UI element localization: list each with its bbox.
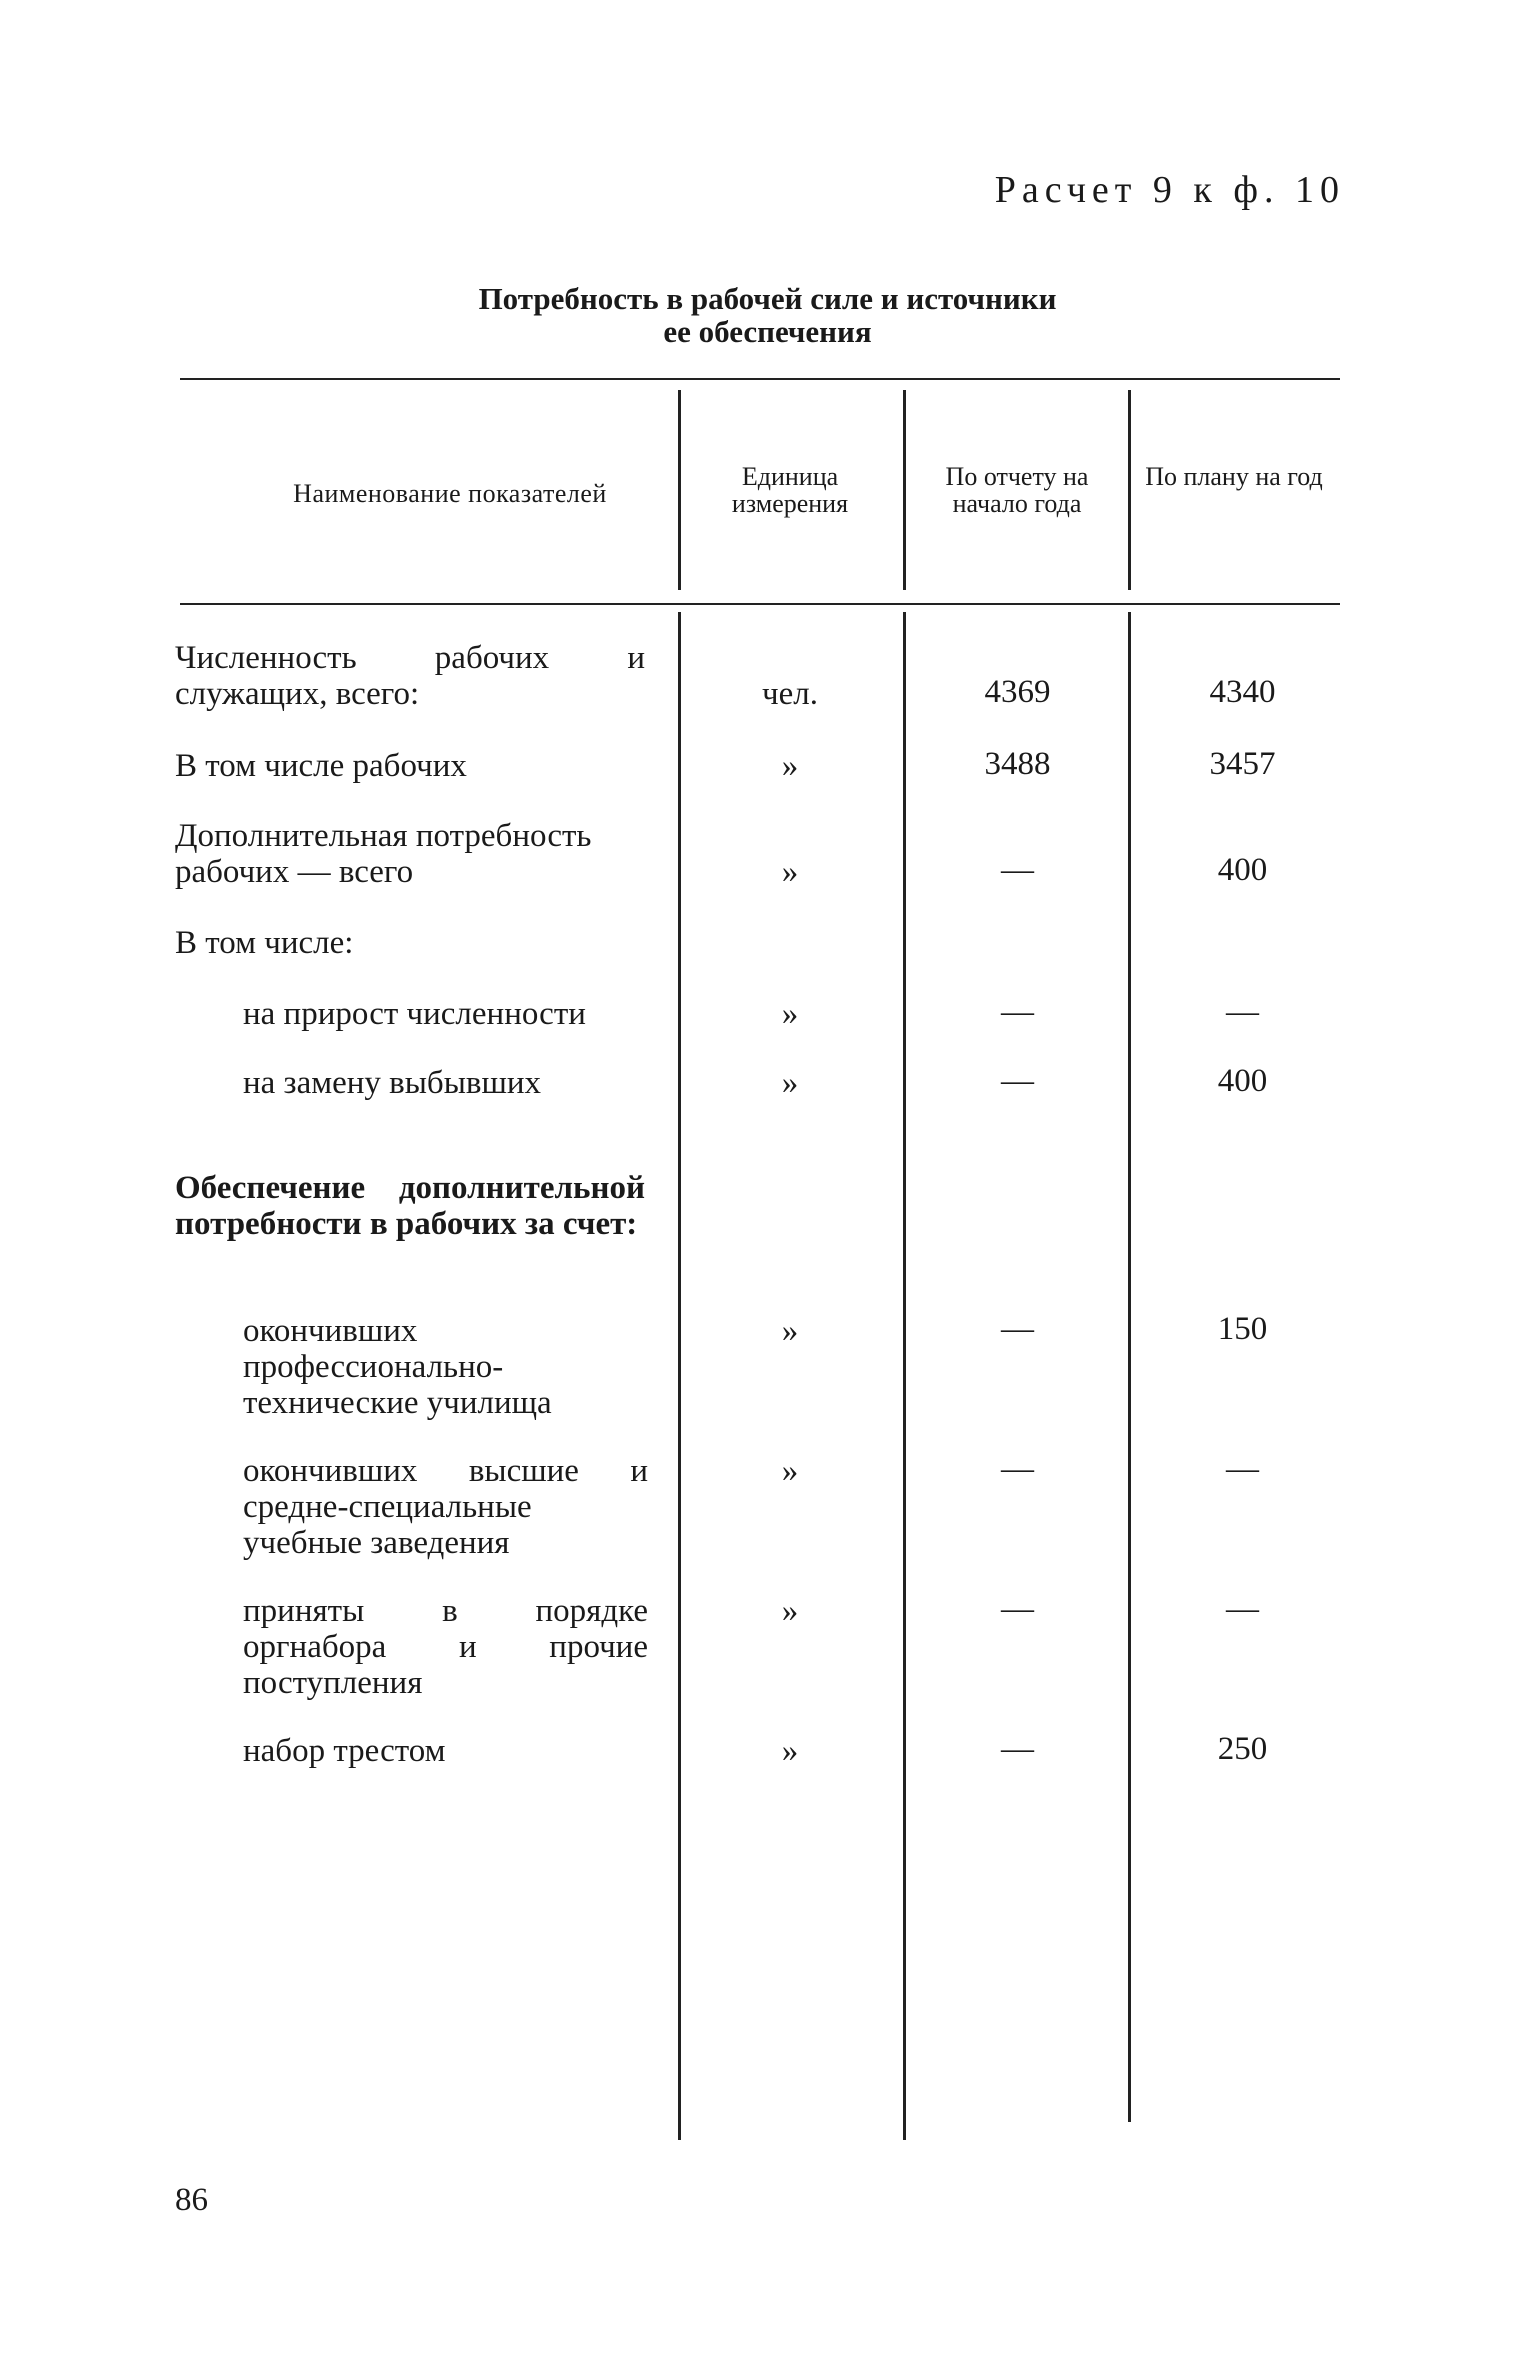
row-report-value: — (1001, 994, 1034, 1030)
column-divider-2-body (903, 612, 906, 2140)
row-plan-value: 400 (1217, 1063, 1268, 1099)
row-label: окончивших высшие и средне-специальные учебные заведения (243, 1453, 648, 1561)
row-unit: чел. (762, 676, 818, 712)
row-label: В том числе рабочих (175, 748, 467, 784)
section-heading: Обеспечение дополнительной потребности в рабочих за счет: (175, 1170, 645, 1242)
row-report-value: — (1001, 1591, 1034, 1627)
row-unit: » (781, 1733, 799, 1769)
calculation-label: Расчет 9 к ф. 10 (994, 169, 1345, 211)
row-label: В том числе: (175, 925, 354, 961)
row-unit: » (781, 1065, 799, 1101)
row-label: приняты в порядке оргнабора и прочие поступления (243, 1593, 648, 1701)
row-plan-value: 150 (1217, 1311, 1268, 1347)
column-header-plan: По плану на год (1145, 462, 1323, 491)
row-label: окончивших профессионально-технические училища (243, 1313, 552, 1421)
row-report-value: — (1001, 1451, 1034, 1487)
column-divider-1 (678, 390, 681, 590)
row-unit: » (781, 1453, 799, 1489)
row-unit: » (781, 748, 799, 784)
row-label: набор трестом (243, 1733, 446, 1769)
row-unit: » (781, 1313, 799, 1349)
row-plan-value: — (1226, 994, 1259, 1030)
row-label: на замену выбывших (243, 1065, 542, 1101)
page-number: 86 (175, 2182, 208, 2218)
title-line-1: Потребность в рабочей силе и источники (478, 281, 1057, 316)
row-plan-value: — (1226, 1451, 1259, 1487)
column-header-unit: Единица измерения (731, 462, 849, 518)
column-header-report: По отчету на начало года (945, 462, 1089, 518)
row-report-value: — (1001, 1063, 1034, 1099)
row-plan-value: — (1226, 1591, 1259, 1627)
header-bottom-rule (180, 603, 1340, 605)
row-report-value: 4369 (984, 674, 1051, 710)
column-header-name: Наименование показателей (293, 479, 607, 508)
row-report-value: 3488 (984, 746, 1051, 782)
title-line-2: ее обеспечения (663, 314, 872, 349)
row-unit: » (781, 854, 799, 890)
row-report-value: — (1001, 1731, 1034, 1767)
column-divider-1-body (678, 612, 681, 2140)
row-report-value: — (1001, 1311, 1034, 1347)
row-unit: » (781, 996, 799, 1032)
top-rule (180, 378, 1340, 380)
row-report-value: — (1001, 852, 1034, 888)
row-label: Численность рабочих и служащих, всего: (175, 640, 645, 712)
column-divider-3-body (1128, 612, 1131, 2122)
table-title (0, 282, 1535, 348)
row-label: на прирост численности (243, 996, 586, 1032)
row-unit: » (781, 1593, 799, 1629)
row-plan-value: 4340 (1209, 674, 1276, 710)
column-divider-2 (903, 390, 906, 590)
row-plan-value: 250 (1217, 1731, 1268, 1767)
row-plan-value: 400 (1217, 852, 1268, 888)
row-plan-value: 3457 (1209, 746, 1276, 782)
row-label: Дополнительная потребность рабочих — всего (175, 818, 592, 890)
column-divider-3 (1128, 390, 1131, 590)
